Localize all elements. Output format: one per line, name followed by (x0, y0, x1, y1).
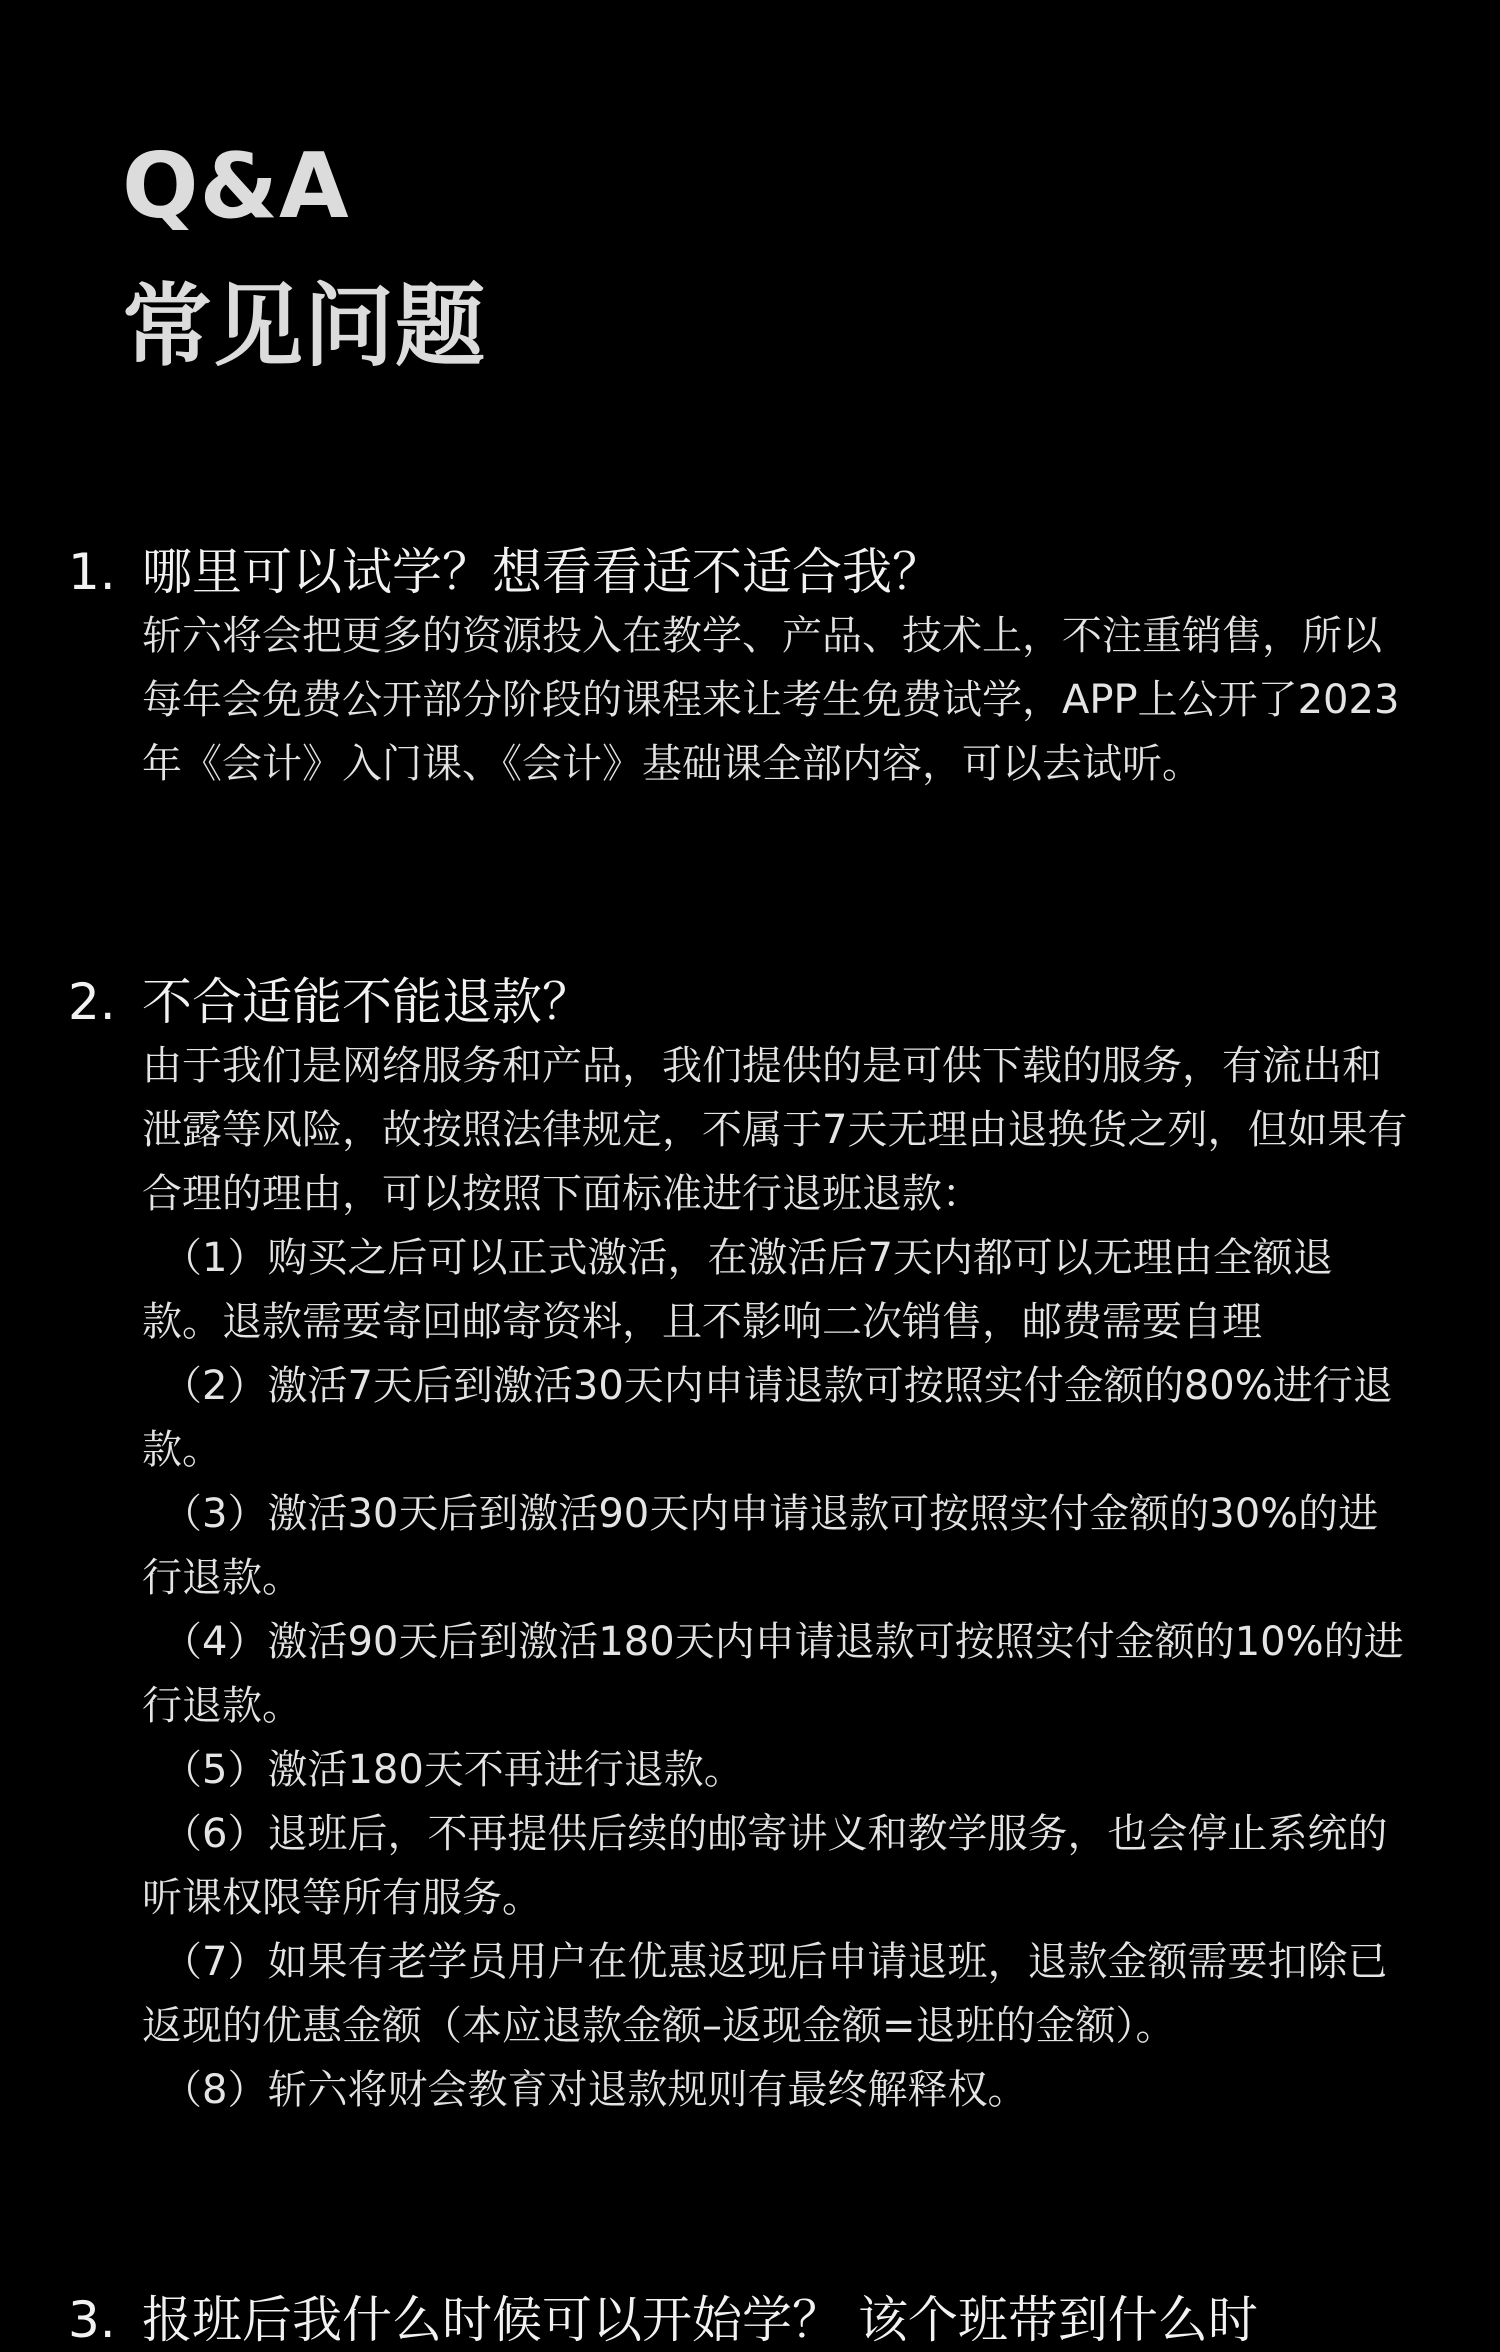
refund-rule-7: （7）如果有老学员用户在优惠返现后申请退班，退款金额需要扣除已返现的优惠金额（本应退款金额–返现金额=退班的金额）。 (142, 1939, 1388, 2049)
refund-rule-4: （4）激活90天后到激活180天内申请退款可按照实付金额的10%的进行退款。 (142, 1619, 1404, 1729)
question-3 (68, 2288, 1408, 2352)
refund-rule-2: （2）激活7天后到激活30天内申请退款可按照实付金额的80%进行退款。 (142, 1363, 1393, 1473)
answer-text: 斩六将会把更多的资源投入在教学、产品、技术上，不注重销售，所以每年会免费公开部分阶段的课程来让考生免费试学，APP上公开了2023年《会计》入门课、《会计》基础课全部内容，可以去试听。 (142, 613, 1400, 787)
refund-rule-1: （1）购买之后可以正式激活，在激活后7天内都可以无理由全额退款。退款需要寄回邮寄资料，且不影响二次销售，邮费需要自理 (142, 1235, 1333, 1345)
page-title (122, 134, 486, 379)
question-number: 2. (68, 973, 116, 1031)
qa-item-1 (68, 540, 1408, 796)
answer-1 (142, 604, 1408, 796)
question-1 (68, 540, 1408, 604)
question-text: 不合适能不能退款？ (142, 973, 592, 1031)
qa-item-2 (68, 970, 1408, 2122)
title-common-questions: 常见问题 (122, 274, 486, 379)
question-number: 3. (68, 2291, 116, 2349)
answer-intro: 由于我们是网络服务和产品，我们提供的是可供下载的服务，有流出和泄露等风险，故按照法律规定，不属于7天无理由退换货之列，但如果有合理的理由，可以按照下面标准进行退班退款： (142, 1043, 1408, 1217)
question-2 (68, 970, 1408, 1034)
question-text: 报班后我什么时候可以开始学？ 该个班带到什么时 (142, 2291, 1258, 2349)
refund-rule-6: （6）退班后，不再提供后续的邮寄讲义和教学服务，也会停止系统的听课权限等所有服务。 (142, 1811, 1388, 1921)
question-text: 哪里可以试学？想看看适不适合我？ (142, 543, 942, 601)
refund-rule-5: （5）激活180天不再进行退款。 (162, 1747, 744, 1793)
answer-2 (142, 1034, 1408, 2122)
question-number: 1. (68, 543, 116, 601)
refund-rule-3: （3）激活30天后到激活90天内申请退款可按照实付金额的30%的进行退款。 (142, 1491, 1379, 1601)
title-qa: Q&A (122, 134, 350, 239)
qa-item-3 (68, 2288, 1408, 2352)
refund-rule-8: （8）斩六将财会教育对退款规则有最终解释权。 (162, 2067, 1028, 2113)
